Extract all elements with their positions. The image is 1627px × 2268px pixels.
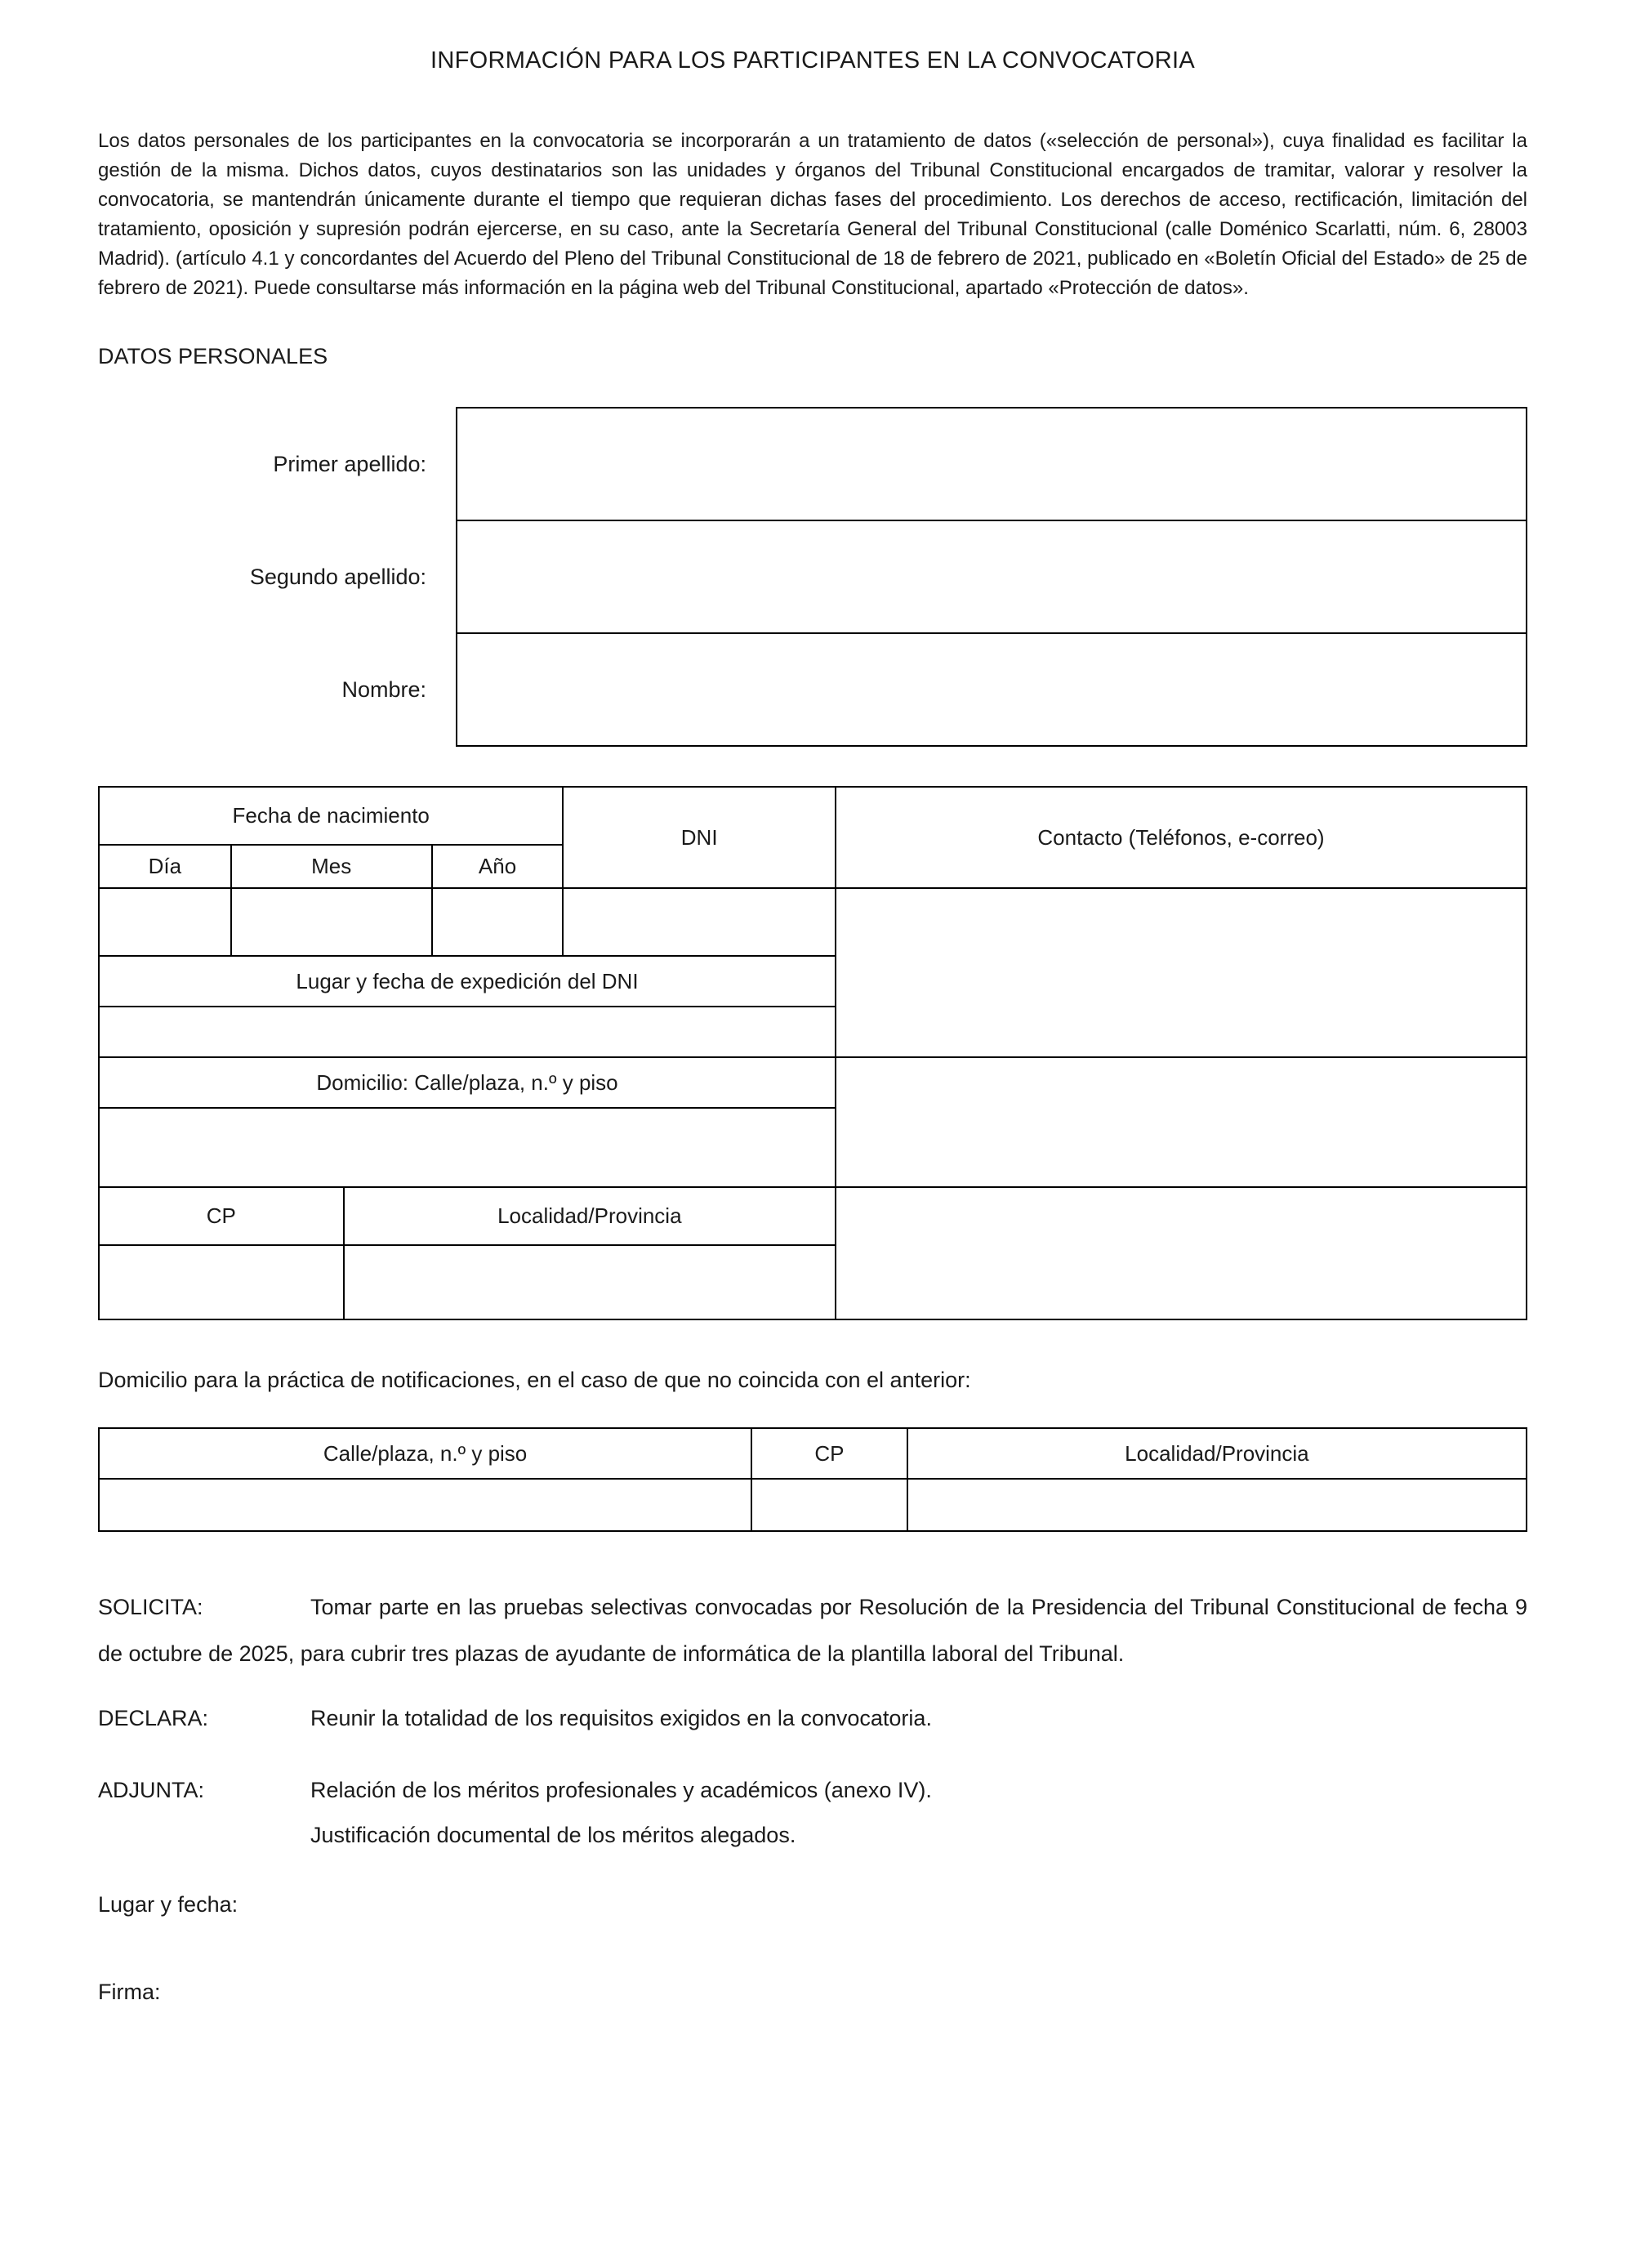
header-mes: Mes — [232, 846, 433, 889]
header-contacto: Contacto (Teléfonos, e-correo) — [836, 788, 1526, 889]
section-heading-datos-personales: DATOS PERSONALES — [98, 344, 328, 368]
header-calle-plaza: Calle/plaza, n.º y piso — [100, 1429, 752, 1480]
notification-header-row — [100, 1429, 1526, 1480]
birth-dni-section — [100, 788, 835, 957]
privacy-paragraph: Los datos personales de los participantes en la convocatoria se incorporarán a un tratamiento de datos («selección de personal»), cuya finalidad es facilitar la gestión de la misma. Dichos datos, cuyos destinatarios son las unidades y órganos del Tribunal Constitucional encargados de tramitar, valorar y resolver la convocatoria, se mantendrán únicamente durante el tiempo que requieran dichas fases del procedimiento. Los derechos de acceso, rectificación, limitación del tratamiento, oposición y supresión podrán ejercerse, en su caso, ante la Secretaría General del Tribunal Constitucional (calle Doménico Scarlatti, núm. 6, 28003 Madrid). (artículo 4.1 y concordantes del Acuerdo del Pleno del Tribunal Constitucional de 18 de febrero de 2021, publicado en «Boletín Oficial del Estado» de 25 de febrero de 2021). Puede consultarse más información en la página web del Tribunal Constitucional, apartado «Protección de datos». — [98, 130, 1527, 299]
header-ano: Año — [433, 846, 563, 889]
input-dni[interactable] — [564, 889, 835, 957]
lugar-fecha-label: Lugar y fecha: — [98, 1892, 238, 1917]
header-lugar-expedicion-dni: Lugar y fecha de expedición del DNI — [100, 957, 835, 1007]
adjunta-line-1: Relación de los méritos profesionales y académicos (anexo IV). — [310, 1778, 932, 1802]
header-cp-notificaciones: CP — [752, 1429, 908, 1480]
declara-label: DECLARA: — [98, 1706, 209, 1730]
header-localidad-provincia: Localidad/Provincia — [345, 1188, 835, 1246]
field-label-nombre: Nombre: — [341, 676, 426, 702]
solicita-label: SOLICITA: — [98, 1595, 203, 1619]
contact-column — [836, 788, 1526, 1319]
field-label-primer-apellido: Primer apellido: — [273, 451, 426, 476]
header-fecha-nacimiento: Fecha de nacimiento — [100, 788, 562, 846]
field-row-segundo-apellido — [98, 520, 1527, 634]
cp-locality-header-row — [100, 1188, 835, 1246]
input-primer-apellido[interactable] — [456, 407, 1527, 521]
adjunta-text — [310, 1768, 932, 1858]
input-ano[interactable] — [433, 889, 563, 957]
notification-address-table — [98, 1427, 1527, 1532]
personal-data-table-left-group — [100, 788, 836, 1319]
input-segundo-apellido[interactable] — [456, 520, 1527, 634]
statement-solicita — [98, 1584, 1527, 1677]
input-mes[interactable] — [232, 889, 433, 957]
header-cp: CP — [100, 1188, 345, 1246]
notification-input-row — [100, 1480, 1526, 1530]
declara-text: Reunir la totalidad de los requisitos exigidos en la convocatoria. — [310, 1706, 932, 1730]
statement-declara — [98, 1695, 1527, 1742]
birth-date-group — [100, 788, 564, 957]
field-row-primer-apellido — [98, 407, 1527, 521]
dni-column — [564, 788, 835, 957]
notification-address-intro: Domicilio para la práctica de notificaciones, en el caso de que no coincida con el anterior: — [98, 1368, 971, 1392]
solicita-text: Tomar parte en las pruebas selectivas convocadas por Resolución de la Presidencia del Tribunal Constitucional de fecha 9 de octubre de 2025, para cubrir tres plazas de ayudante de informática de la plantilla laboral del Tribunal. — [98, 1595, 1527, 1666]
field-row-nombre — [98, 632, 1527, 747]
firma-label: Firma: — [98, 1980, 161, 2004]
personal-data-table — [98, 786, 1527, 1320]
input-dia[interactable] — [100, 889, 232, 957]
input-cp[interactable] — [100, 1246, 345, 1319]
adjunta-label: ADJUNTA: — [98, 1778, 205, 1802]
input-contacto-3[interactable] — [836, 1188, 1526, 1319]
birth-date-labels-row — [100, 846, 562, 889]
page-title: INFORMACIÓN PARA LOS PARTICIPANTES EN LA CONVOCATORIA — [430, 47, 1196, 74]
input-localidad-provincia[interactable] — [345, 1246, 835, 1319]
header-domicilio: Domicilio: Calle/plaza, n.º y piso — [100, 1058, 835, 1109]
input-contacto-1[interactable] — [836, 889, 1526, 1058]
header-dni: DNI — [564, 788, 835, 889]
birth-date-inputs-row — [100, 889, 562, 957]
name-fields-group — [98, 407, 1527, 747]
input-domicilio[interactable] — [100, 1109, 835, 1188]
adjunta-line-2: Justificación documental de los méritos alegados. — [310, 1823, 796, 1847]
field-label-segundo-apellido: Segundo apellido: — [249, 564, 426, 589]
cp-locality-input-row — [100, 1246, 835, 1319]
header-localidad-notificaciones: Localidad/Provincia — [908, 1429, 1526, 1480]
input-cp-notificaciones[interactable] — [752, 1480, 908, 1530]
input-calle-plaza[interactable] — [100, 1480, 752, 1530]
input-lugar-expedicion-dni[interactable] — [100, 1007, 835, 1058]
input-contacto-2[interactable] — [836, 1058, 1526, 1188]
input-localidad-notificaciones[interactable] — [908, 1480, 1526, 1530]
statement-adjunta — [98, 1768, 1527, 1858]
header-dia: Día — [100, 846, 232, 889]
input-nombre[interactable] — [456, 632, 1527, 747]
